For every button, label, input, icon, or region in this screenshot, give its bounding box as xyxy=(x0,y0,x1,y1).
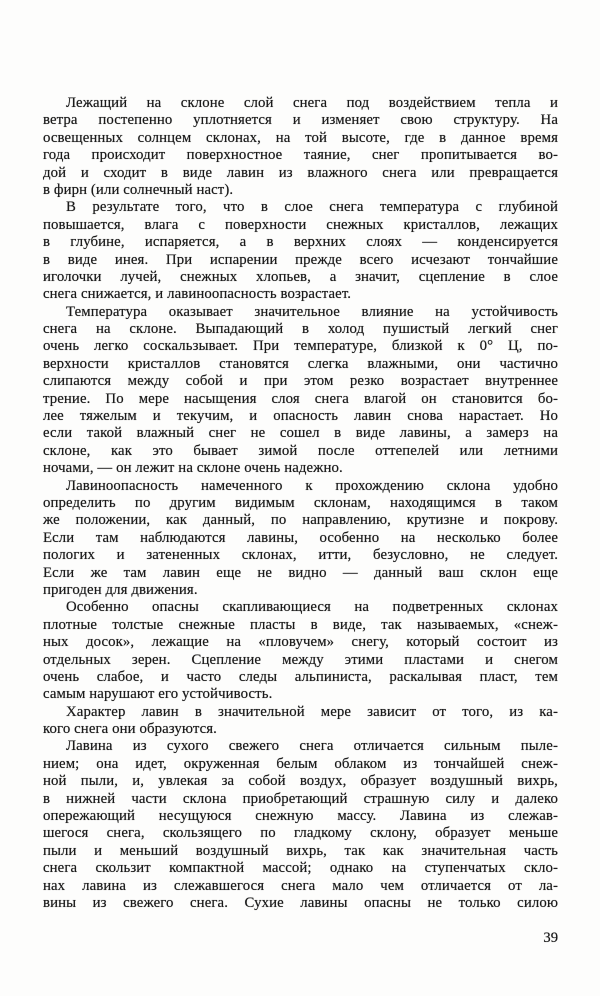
text-line: Лавина из сухого свежего снега отличается сильным пыле- xyxy=(66,738,558,755)
text-line: же положении, как данный, по направлению, крутизне и покрову. xyxy=(43,512,558,529)
text-line: пыли и меньший воздушный вихрь, так как значительная часть xyxy=(43,842,558,859)
text-line: снега скользит компактной массой; однако на ступенчатых скло- xyxy=(43,860,558,877)
text-line: в виде инея. При испарении прежде всего исчезают тончайшие xyxy=(43,251,558,268)
text-line: кого снега они образуются. xyxy=(43,721,217,738)
text-line: определить по другим видимым склонам, находящимся в таком xyxy=(43,494,558,511)
text-line: дой и сходит в виде лавин из влажного снега или превращается xyxy=(43,164,558,181)
text-line: Лежащий на склоне слой снега под воздействием тепла и xyxy=(66,95,558,111)
text-line: самым нарушают его устойчивость. xyxy=(43,686,273,703)
text-line: верхности кристаллов становятся слегка влажными, они частично xyxy=(43,355,558,372)
text-line: Если же там лавин еще не видно — данный ваш склон еще xyxy=(43,564,558,581)
paragraph xyxy=(43,199,558,303)
paragraph xyxy=(43,599,558,703)
text-line: пологих и затененных склонах, итти, безусловно, не следует. xyxy=(43,547,558,564)
paragraph xyxy=(43,95,558,199)
page-number: 39 xyxy=(543,930,558,946)
paragraph xyxy=(43,304,558,478)
text-line: если такой влажный снег не сошел в виде лавины, а замерз на xyxy=(43,425,558,442)
text-line: пригоден для движения. xyxy=(43,581,198,598)
text-line: нах лавина из слежавшегося снега мало чем отличается от ла- xyxy=(43,877,558,894)
paragraph xyxy=(43,478,558,600)
text-line: иголочки лучей, снежных хлопьев, а значит, сцепление в слое xyxy=(43,268,558,285)
text-line: ных досок», лежащие на «пловучем» снегу, который состоит из xyxy=(43,634,558,651)
text-line: трение. По мере насыщения слоя снега влагой он становится бо- xyxy=(43,390,558,407)
text-line: ной пыли, и, увлекая за собой воздух, образует воздушный вихрь, xyxy=(43,773,558,790)
text-line: склоне, как это бывает зимой после оттепелей или летними xyxy=(43,442,558,459)
paragraph xyxy=(43,704,558,739)
text-line: Особенно опасны скапливающиеся на подветренных склонах xyxy=(66,599,558,616)
text-line: отдельных зерен. Сцепление между этими пластами и снегом xyxy=(43,651,558,668)
text-line: В результате того, что в слое снега температура с глубиной xyxy=(66,199,558,216)
text-line: плотные толстые снежные пласты в виде, так называемых, «снеж- xyxy=(43,616,558,633)
text-line: нием; она идет, окруженная белым облаком из тончайшей снеж- xyxy=(43,755,558,772)
text-line: снега на склоне. Выпадающий в холод пушистый легкий снег xyxy=(43,321,558,338)
text-line: шегося снега, скользящего по гладкому склону, образует меньше xyxy=(43,825,558,842)
text-line: очень легко соскальзывает. При температуре, близкой к 0° Ц, по- xyxy=(43,338,558,355)
text-line: повышается, влага с поверхности снежных кристаллов, лежащих xyxy=(43,216,558,233)
text-line: Характер лавин в значительной мере зависит от того, из ка- xyxy=(66,703,558,720)
text-line: Температура оказывает значительное влияние на устойчивость xyxy=(66,303,558,320)
text-line: года происходит поверхностное таяние, снег пропитывается во- xyxy=(43,147,558,164)
paragraph xyxy=(43,738,558,912)
text-line: Лавиноопасность намеченного к прохождению склона удобно xyxy=(66,477,558,494)
text-line: Если там наблюдаются лавины, особенно на несколько более xyxy=(43,529,558,546)
body-text xyxy=(43,95,558,912)
text-line: вины из свежего снега. Сухие лавины опасны не только силою xyxy=(43,894,558,911)
text-line: лее тяжелым и текучим, и опасность лавин снова нарастает. Но xyxy=(43,408,558,425)
text-line: ночами, — он лежит на склоне очень надежно. xyxy=(43,460,343,477)
text-line: слипаются между собой и при этом резко возрастает внутреннее xyxy=(43,373,558,390)
text-line: опережающий несущуюся снежную массу. Лавина из слежав- xyxy=(43,808,558,825)
text-line: в фирн (или солнечный наст). xyxy=(43,181,234,198)
text-line: очень слабое, и часто следы альпиниста, раскалывая пласт, тем xyxy=(43,668,558,685)
text-line: снега снижается, и лавиноопасность возрастает. xyxy=(43,286,352,303)
text-line: освещенных солнцем склонах, на той высоте, где в данное время xyxy=(43,129,558,146)
text-line: в нижней части склона приобретающий страшную силу и далеко xyxy=(43,790,558,807)
text-line: в глубине, испаряется, а в верхних слоях — конденсируется xyxy=(43,234,558,251)
text-line: ветра постепенно уплотняется и изменяет свою структуру. На xyxy=(43,112,558,129)
